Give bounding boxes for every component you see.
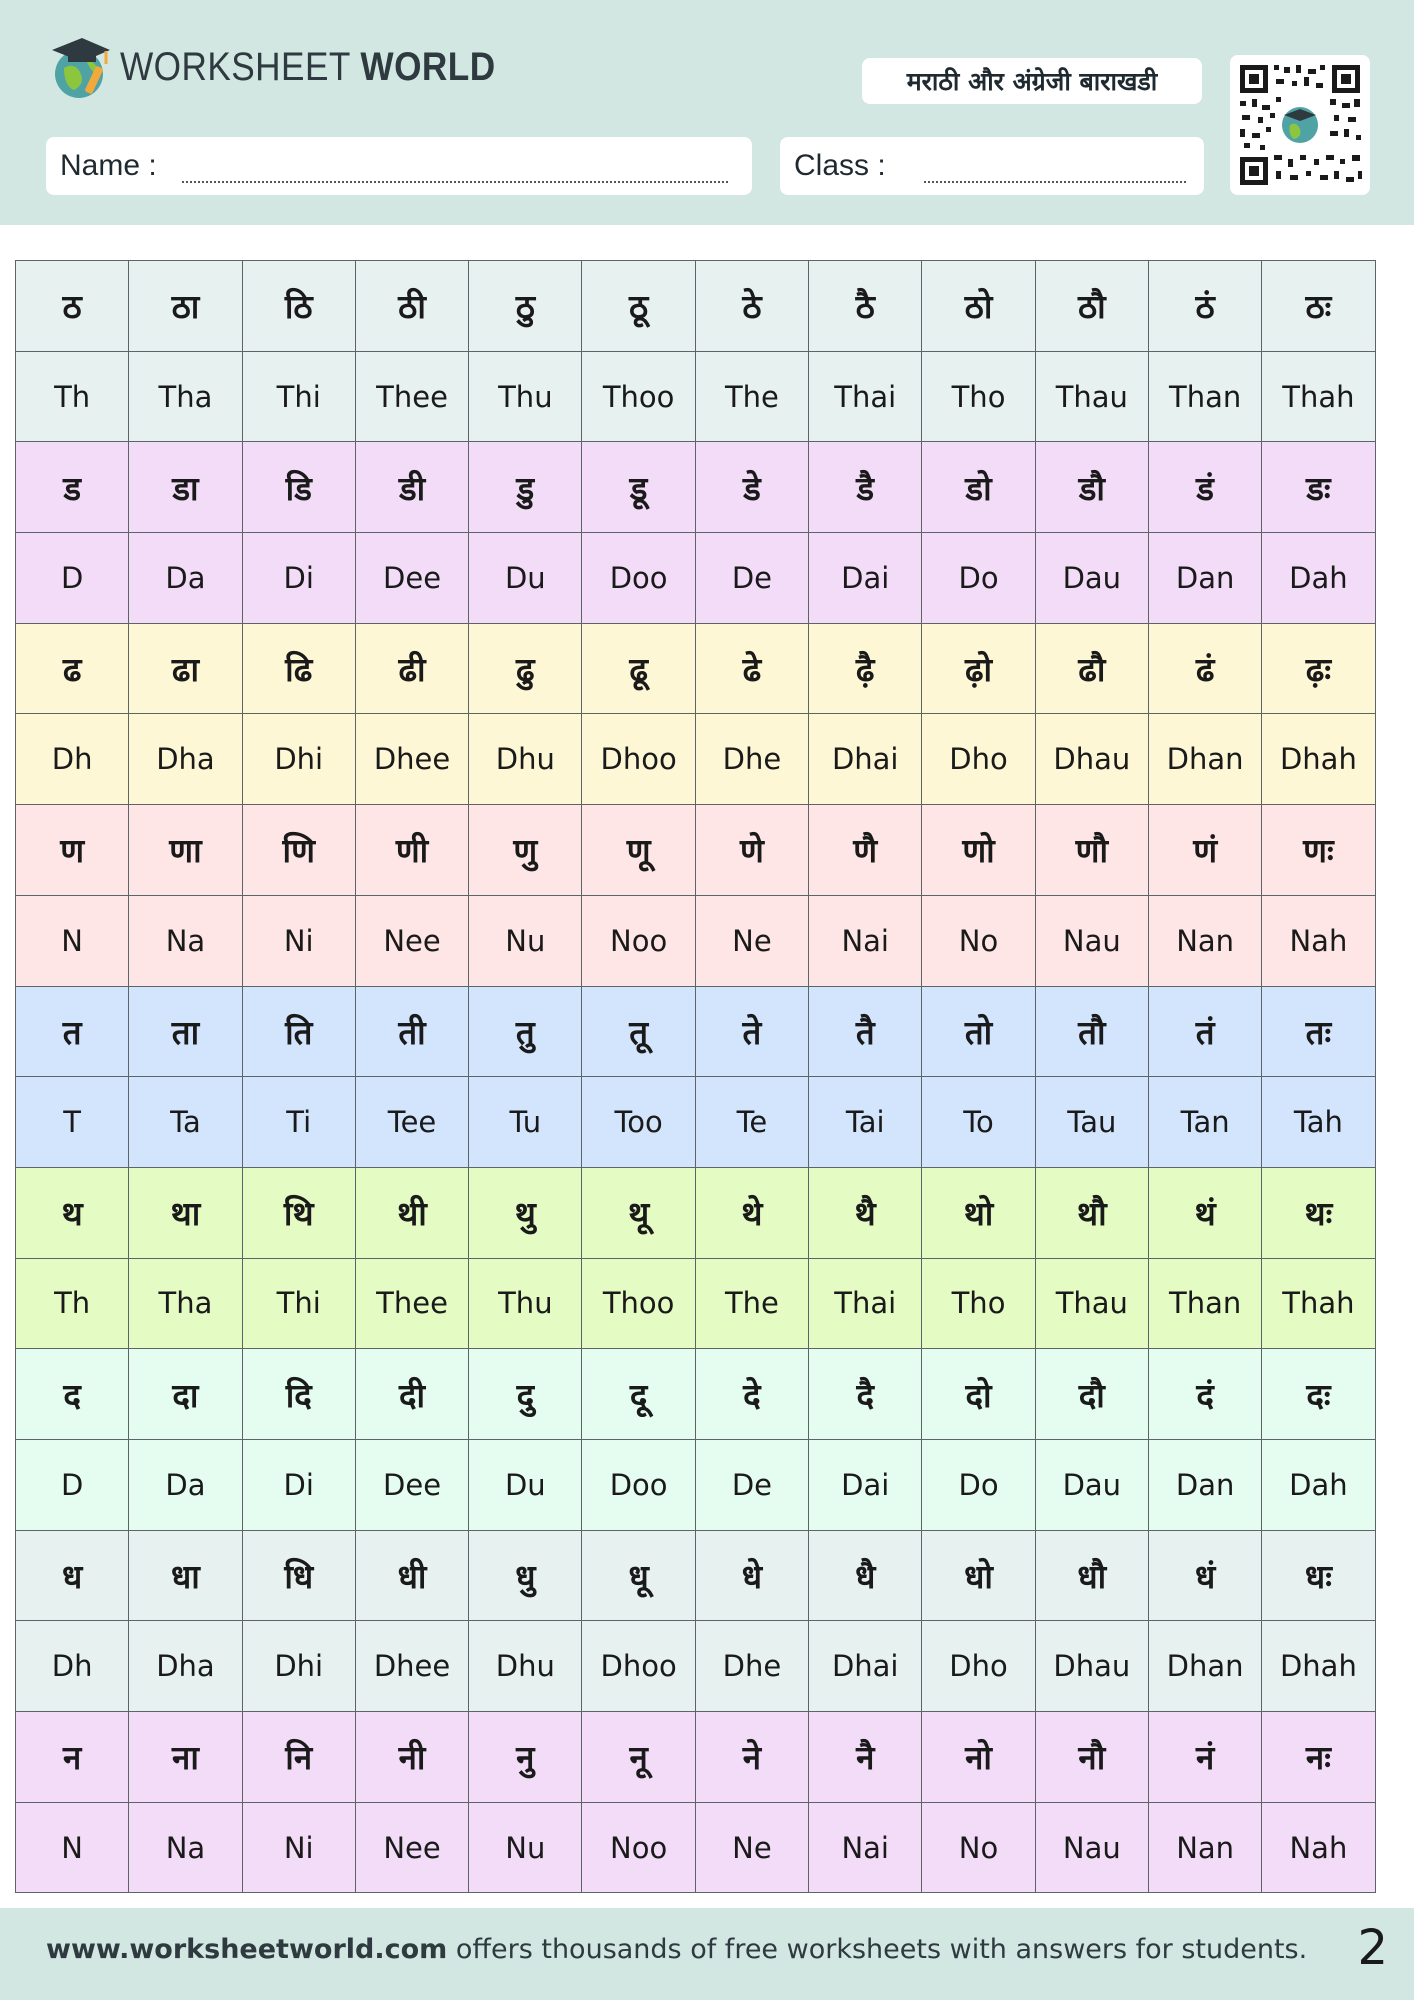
transliteration-cell: Th xyxy=(16,351,129,442)
transliteration-cell: De xyxy=(695,533,808,624)
transliteration-cell: Thoo xyxy=(582,1258,695,1349)
latin-row xyxy=(16,1258,1376,1349)
transliteration-cell: Dee xyxy=(355,1439,468,1530)
transliteration-cell: Dha xyxy=(129,714,242,805)
devanagari-cell: णं xyxy=(1148,805,1261,896)
logo-word-worksheet: WORKSHEET xyxy=(120,44,351,89)
devanagari-cell: थै xyxy=(809,1167,922,1258)
transliteration-cell: Dhan xyxy=(1148,1621,1261,1712)
devanagari-cell: धै xyxy=(809,1530,922,1621)
devanagari-cell: ध xyxy=(16,1530,129,1621)
transliteration-cell: Di xyxy=(242,1439,355,1530)
class-field[interactable] xyxy=(780,137,1204,195)
transliteration-cell: Dhe xyxy=(695,714,808,805)
latin-row xyxy=(16,714,1376,805)
devanagari-cell: धी xyxy=(355,1530,468,1621)
devanagari-cell: ढे xyxy=(695,623,808,714)
devanagari-cell: दो xyxy=(922,1349,1035,1440)
transliteration-cell: Dhi xyxy=(242,714,355,805)
transliteration-cell: Ni xyxy=(242,895,355,986)
devanagari-cell: णे xyxy=(695,805,808,896)
transliteration-cell: Doo xyxy=(582,533,695,624)
devanagari-cell: डः xyxy=(1262,442,1375,533)
devanagari-cell: णू xyxy=(582,805,695,896)
devanagari-cell: धा xyxy=(129,1530,242,1621)
devanagari-row xyxy=(16,1712,1376,1803)
transliteration-cell: Thi xyxy=(242,351,355,442)
devanagari-cell: धं xyxy=(1148,1530,1261,1621)
transliteration-cell: Tu xyxy=(469,1077,582,1168)
devanagari-cell: ढं xyxy=(1148,623,1261,714)
devanagari-cell: तो xyxy=(922,986,1035,1077)
transliteration-cell: Thai xyxy=(809,351,922,442)
transliteration-cell: Na xyxy=(129,895,242,986)
latin-row xyxy=(16,1621,1376,1712)
transliteration-cell: Dhoo xyxy=(582,1621,695,1712)
transliteration-cell: Ni xyxy=(242,1802,355,1893)
devanagari-cell: ढि xyxy=(242,623,355,714)
devanagari-cell: णी xyxy=(355,805,468,896)
torn-edge-decoration xyxy=(0,205,1414,235)
transliteration-cell: Dai xyxy=(809,533,922,624)
devanagari-cell: नै xyxy=(809,1712,922,1803)
transliteration-cell: Du xyxy=(469,1439,582,1530)
devanagari-cell: ता xyxy=(129,986,242,1077)
devanagari-cell: नु xyxy=(469,1712,582,1803)
devanagari-cell: दे xyxy=(695,1349,808,1440)
transliteration-cell: Do xyxy=(922,533,1035,624)
name-writing-line[interactable] xyxy=(182,181,728,183)
devanagari-cell: डु xyxy=(469,442,582,533)
devanagari-cell: थु xyxy=(469,1167,582,1258)
devanagari-cell: ठं xyxy=(1148,261,1261,352)
devanagari-cell: ठु xyxy=(469,261,582,352)
devanagari-cell: दै xyxy=(809,1349,922,1440)
devanagari-cell: दः xyxy=(1262,1349,1375,1440)
devanagari-cell: थः xyxy=(1262,1167,1375,1258)
transliteration-cell: Dan xyxy=(1148,1439,1261,1530)
devanagari-cell: दू xyxy=(582,1349,695,1440)
transliteration-cell: Da xyxy=(129,533,242,624)
devanagari-cell: डि xyxy=(242,442,355,533)
transliteration-cell: Nau xyxy=(1035,895,1148,986)
devanagari-cell: थी xyxy=(355,1167,468,1258)
transliteration-cell: Noo xyxy=(582,1802,695,1893)
devanagari-cell: थं xyxy=(1148,1167,1261,1258)
devanagari-cell: णौ xyxy=(1035,805,1148,896)
transliteration-cell: Dh xyxy=(16,1621,129,1712)
transliteration-cell: De xyxy=(695,1439,808,1530)
footer-text xyxy=(46,1934,1307,1965)
transliteration-cell: Dai xyxy=(809,1439,922,1530)
transliteration-cell: Nai xyxy=(809,1802,922,1893)
devanagari-cell: डी xyxy=(355,442,468,533)
transliteration-cell: Tho xyxy=(922,351,1035,442)
devanagari-cell: दं xyxy=(1148,1349,1261,1440)
name-field[interactable] xyxy=(46,137,752,195)
devanagari-cell: थे xyxy=(695,1167,808,1258)
devanagari-row xyxy=(16,1167,1376,1258)
logo-text xyxy=(120,45,496,90)
devanagari-cell: नः xyxy=(1262,1712,1375,1803)
latin-row xyxy=(16,1802,1376,1893)
transliteration-cell: Dhee xyxy=(355,714,468,805)
devanagari-cell: ठ xyxy=(16,261,129,352)
transliteration-cell: Dhoo xyxy=(582,714,695,805)
transliteration-cell: Ta xyxy=(129,1077,242,1168)
transliteration-cell: Dhe xyxy=(695,1621,808,1712)
devanagari-cell: ठि xyxy=(242,261,355,352)
transliteration-cell: Dau xyxy=(1035,1439,1148,1530)
transliteration-cell: Thu xyxy=(469,1258,582,1349)
qr-code[interactable] xyxy=(1230,55,1370,195)
devanagari-cell: ठू xyxy=(582,261,695,352)
transliteration-cell: Thee xyxy=(355,351,468,442)
devanagari-cell: ठः xyxy=(1262,261,1375,352)
devanagari-cell: थ xyxy=(16,1167,129,1258)
transliteration-cell: Dan xyxy=(1148,533,1261,624)
transliteration-cell: Nah xyxy=(1262,895,1375,986)
transliteration-cell: T xyxy=(16,1077,129,1168)
transliteration-cell: Dah xyxy=(1262,533,1375,624)
transliteration-cell: To xyxy=(922,1077,1035,1168)
transliteration-cell: Da xyxy=(129,1439,242,1530)
transliteration-cell: Thi xyxy=(242,1258,355,1349)
transliteration-cell: Nau xyxy=(1035,1802,1148,1893)
devanagari-cell: धु xyxy=(469,1530,582,1621)
barakhadi-table xyxy=(15,260,1376,1893)
devanagari-cell: डौ xyxy=(1035,442,1148,533)
devanagari-cell: तै xyxy=(809,986,922,1077)
transliteration-cell: Tai xyxy=(809,1077,922,1168)
devanagari-cell: धि xyxy=(242,1530,355,1621)
devanagari-cell: डो xyxy=(922,442,1035,533)
transliteration-cell: Nan xyxy=(1148,895,1261,986)
devanagari-cell: णो xyxy=(922,805,1035,896)
transliteration-cell: The xyxy=(695,1258,808,1349)
devanagari-cell: तौ xyxy=(1035,986,1148,1077)
transliteration-cell: Ne xyxy=(695,1802,808,1893)
class-label: Class : xyxy=(794,149,886,182)
devanagari-cell: ति xyxy=(242,986,355,1077)
transliteration-cell: Nu xyxy=(469,1802,582,1893)
page-number: 2 xyxy=(1357,1920,1388,1976)
transliteration-cell: Dhan xyxy=(1148,714,1261,805)
transliteration-cell: Dhai xyxy=(809,714,922,805)
devanagari-cell: दौ xyxy=(1035,1349,1148,1440)
devanagari-cell: नौ xyxy=(1035,1712,1148,1803)
devanagari-cell: ठी xyxy=(355,261,468,352)
devanagari-cell: थौ xyxy=(1035,1167,1148,1258)
devanagari-cell: नो xyxy=(922,1712,1035,1803)
devanagari-cell: थि xyxy=(242,1167,355,1258)
devanagari-cell: णु xyxy=(469,805,582,896)
transliteration-cell: Th xyxy=(16,1258,129,1349)
devanagari-row xyxy=(16,1530,1376,1621)
transliteration-cell: Too xyxy=(582,1077,695,1168)
transliteration-cell: Dho xyxy=(922,714,1035,805)
devanagari-cell: ठौ xyxy=(1035,261,1148,352)
footer-tagline: offers thousands of free worksheets with answers for students. xyxy=(447,1934,1308,1965)
devanagari-cell: डं xyxy=(1148,442,1261,533)
devanagari-cell: ती xyxy=(355,986,468,1077)
latin-row xyxy=(16,1439,1376,1530)
transliteration-cell: Tee xyxy=(355,1077,468,1168)
transliteration-cell: Tan xyxy=(1148,1077,1261,1168)
devanagari-cell: ढ़ो xyxy=(922,623,1035,714)
transliteration-cell: Dah xyxy=(1262,1439,1375,1530)
devanagari-cell: डा xyxy=(129,442,242,533)
transliteration-cell: Dhau xyxy=(1035,714,1148,805)
devanagari-cell: दा xyxy=(129,1349,242,1440)
devanagari-cell: ठे xyxy=(695,261,808,352)
worksheet-title: मराठी और अंग्रेजी बाराखडी xyxy=(862,58,1202,104)
devanagari-cell: तू xyxy=(582,986,695,1077)
devanagari-cell: ठा xyxy=(129,261,242,352)
transliteration-cell: Dhai xyxy=(809,1621,922,1712)
devanagari-row xyxy=(16,261,1376,352)
transliteration-cell: Dhah xyxy=(1262,1621,1375,1712)
transliteration-cell: Tha xyxy=(129,351,242,442)
latin-row xyxy=(16,1077,1376,1168)
devanagari-cell: ढौ xyxy=(1035,623,1148,714)
devanagari-cell: न xyxy=(16,1712,129,1803)
devanagari-cell: ढी xyxy=(355,623,468,714)
transliteration-cell: Dhee xyxy=(355,1621,468,1712)
devanagari-cell: ढा xyxy=(129,623,242,714)
devanagari-cell: डू xyxy=(582,442,695,533)
transliteration-cell: Tau xyxy=(1035,1077,1148,1168)
devanagari-cell: दु xyxy=(469,1349,582,1440)
devanagari-cell: ठो xyxy=(922,261,1035,352)
latin-row xyxy=(16,351,1376,442)
devanagari-cell: नी xyxy=(355,1712,468,1803)
devanagari-cell: ठै xyxy=(809,261,922,352)
transliteration-cell: Than xyxy=(1148,1258,1261,1349)
transliteration-cell: Dha xyxy=(129,1621,242,1712)
devanagari-cell: णि xyxy=(242,805,355,896)
transliteration-cell: N xyxy=(16,895,129,986)
transliteration-cell: Thu xyxy=(469,351,582,442)
devanagari-cell: धौ xyxy=(1035,1530,1148,1621)
transliteration-cell: Ti xyxy=(242,1077,355,1168)
brand-logo xyxy=(46,32,547,102)
devanagari-cell: ना xyxy=(129,1712,242,1803)
transliteration-cell: D xyxy=(16,1439,129,1530)
transliteration-cell: Nah xyxy=(1262,1802,1375,1893)
transliteration-cell: Ne xyxy=(695,895,808,986)
devanagari-row xyxy=(16,623,1376,714)
transliteration-cell: Than xyxy=(1148,351,1261,442)
transliteration-cell: Dhau xyxy=(1035,1621,1148,1712)
transliteration-cell: Noo xyxy=(582,895,695,986)
devanagari-cell: डे xyxy=(695,442,808,533)
transliteration-cell: Dau xyxy=(1035,533,1148,624)
transliteration-cell: Du xyxy=(469,533,582,624)
transliteration-cell: Dhu xyxy=(469,714,582,805)
transliteration-cell: Tah xyxy=(1262,1077,1375,1168)
transliteration-cell: Dho xyxy=(922,1621,1035,1712)
transliteration-cell: Nu xyxy=(469,895,582,986)
transliteration-cell: D xyxy=(16,533,129,624)
devanagari-cell: था xyxy=(129,1167,242,1258)
devanagari-row xyxy=(16,442,1376,533)
transliteration-cell: Te xyxy=(695,1077,808,1168)
devanagari-cell: ढ xyxy=(16,623,129,714)
devanagari-cell: ड xyxy=(16,442,129,533)
devanagari-cell: ढू xyxy=(582,623,695,714)
transliteration-cell: Thee xyxy=(355,1258,468,1349)
name-label: Name : xyxy=(60,149,157,182)
latin-row xyxy=(16,895,1376,986)
latin-row xyxy=(16,533,1376,624)
transliteration-cell: Thau xyxy=(1035,351,1148,442)
transliteration-cell: Doo xyxy=(582,1439,695,1530)
logo-word-world: WORLD xyxy=(360,44,496,89)
devanagari-cell: तं xyxy=(1148,986,1261,1077)
devanagari-cell: णः xyxy=(1262,805,1375,896)
transliteration-cell: No xyxy=(922,895,1035,986)
transliteration-cell: Tho xyxy=(922,1258,1035,1349)
devanagari-cell: धे xyxy=(695,1530,808,1621)
footer-site-link[interactable]: www.worksheetworld.com xyxy=(46,1934,448,1965)
transliteration-cell: Di xyxy=(242,533,355,624)
devanagari-row xyxy=(16,986,1376,1077)
devanagari-row xyxy=(16,805,1376,896)
devanagari-cell: थो xyxy=(922,1167,1035,1258)
devanagari-cell: णा xyxy=(129,805,242,896)
footer-band xyxy=(0,1908,1414,2000)
transliteration-cell: Dee xyxy=(355,533,468,624)
devanagari-cell: डै xyxy=(809,442,922,533)
transliteration-cell: Nai xyxy=(809,895,922,986)
transliteration-cell: Dhi xyxy=(242,1621,355,1712)
transliteration-cell: Thai xyxy=(809,1258,922,1349)
devanagari-cell: नि xyxy=(242,1712,355,1803)
transliteration-cell: Nee xyxy=(355,895,468,986)
devanagari-cell: ढु xyxy=(469,623,582,714)
globe-graduate-icon xyxy=(46,32,112,102)
devanagari-cell: थू xyxy=(582,1167,695,1258)
transliteration-cell: Do xyxy=(922,1439,1035,1530)
transliteration-cell: Dhu xyxy=(469,1621,582,1712)
devanagari-cell: ढ़ः xyxy=(1262,623,1375,714)
transliteration-cell: N xyxy=(16,1802,129,1893)
devanagari-row xyxy=(16,1349,1376,1440)
transliteration-cell: Thah xyxy=(1262,351,1375,442)
devanagari-cell: धो xyxy=(922,1530,1035,1621)
devanagari-cell: ढ़ै xyxy=(809,623,922,714)
devanagari-cell: धू xyxy=(582,1530,695,1621)
transliteration-cell: Nee xyxy=(355,1802,468,1893)
transliteration-cell: Na xyxy=(129,1802,242,1893)
transliteration-cell: Dhah xyxy=(1262,714,1375,805)
devanagari-cell: नं xyxy=(1148,1712,1261,1803)
devanagari-cell: द xyxy=(16,1349,129,1440)
transliteration-cell: Thah xyxy=(1262,1258,1375,1349)
devanagari-cell: दि xyxy=(242,1349,355,1440)
devanagari-cell: तु xyxy=(469,986,582,1077)
devanagari-cell: ण xyxy=(16,805,129,896)
transliteration-cell: No xyxy=(922,1802,1035,1893)
transliteration-cell: Nan xyxy=(1148,1802,1261,1893)
devanagari-cell: ने xyxy=(695,1712,808,1803)
devanagari-cell: त xyxy=(16,986,129,1077)
devanagari-cell: तः xyxy=(1262,986,1375,1077)
transliteration-cell: Tha xyxy=(129,1258,242,1349)
transliteration-cell: Thoo xyxy=(582,351,695,442)
devanagari-cell: दी xyxy=(355,1349,468,1440)
transliteration-cell: The xyxy=(695,351,808,442)
transliteration-cell: Thau xyxy=(1035,1258,1148,1349)
class-writing-line[interactable] xyxy=(924,181,1186,183)
devanagari-cell: ते xyxy=(695,986,808,1077)
devanagari-cell: धः xyxy=(1262,1530,1375,1621)
devanagari-cell: नू xyxy=(582,1712,695,1803)
devanagari-cell: णै xyxy=(809,805,922,896)
transliteration-cell: Dh xyxy=(16,714,129,805)
